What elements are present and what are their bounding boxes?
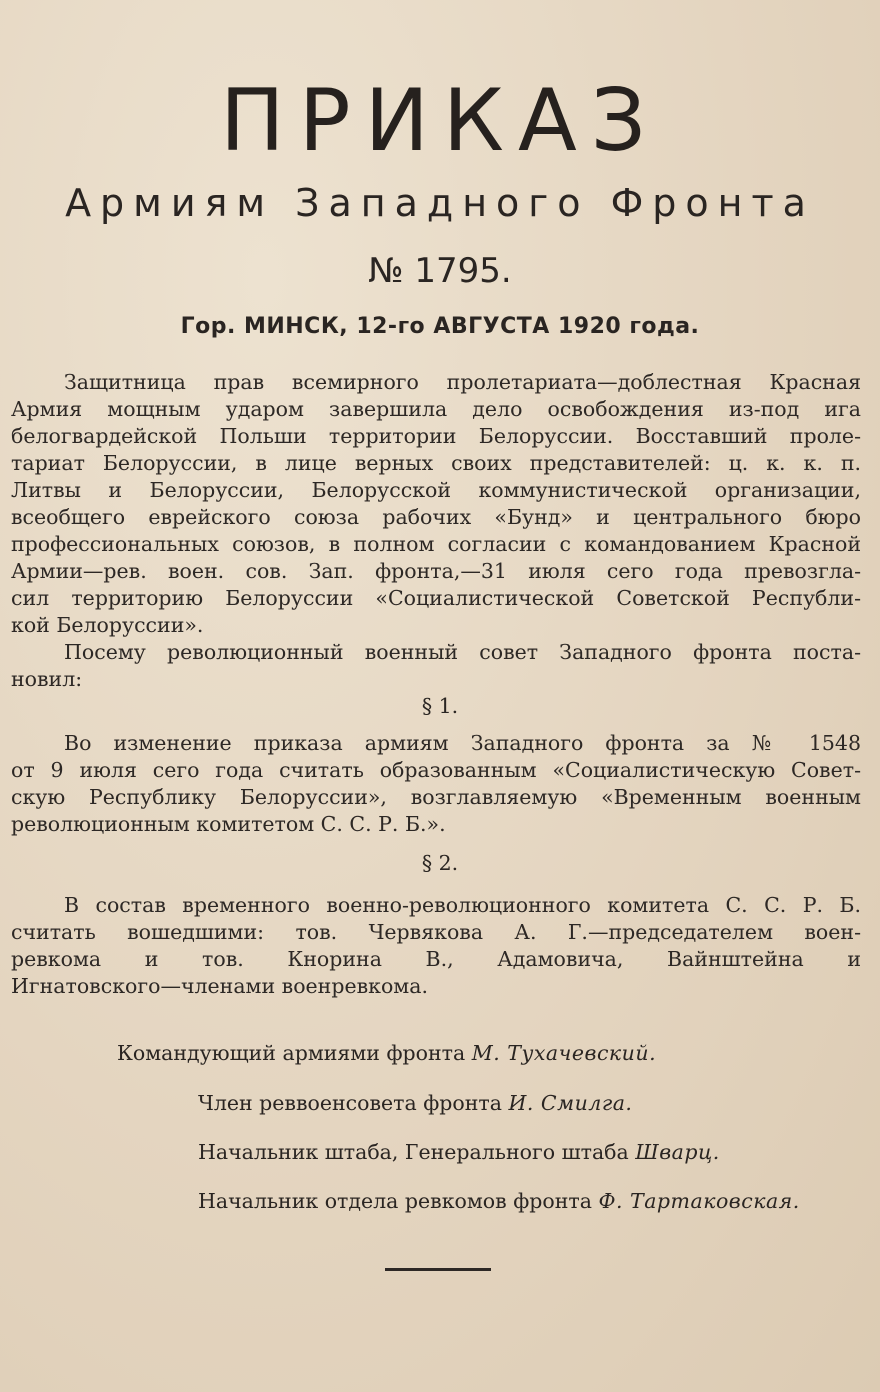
order-number: № 1795.	[368, 251, 512, 291]
body-line: всеобщего еврейского союза рабочих «Бунд» и центрального бюро	[11, 505, 861, 529]
body-line: Во изменение приказа армиям Западного фронта за № 1548	[64, 731, 861, 755]
signature-name: Шварц.	[635, 1140, 720, 1164]
section-heading: § 1.	[421, 694, 459, 718]
body-line: Армии—рев. воен. сов. Зап. фронта,—31 июля сего года превозгла-	[11, 559, 861, 583]
section-heading: § 2.	[421, 851, 459, 875]
body-line: Армия мощным ударом завершила дело освобождения из-под ига	[11, 397, 861, 421]
signature-role: Командующий армиями фронта	[117, 1041, 466, 1065]
signature-role: Начальник отдела ревкомов фронта	[198, 1189, 592, 1213]
body-line: новил:	[11, 667, 83, 691]
signature-role: Член реввоенсовета фронта	[198, 1091, 502, 1115]
document-title: ПРИКАЗ	[220, 71, 660, 171]
signature-chief-of-staff	[198, 1142, 720, 1163]
body-line: белогвардейской Польши территории Белоруссии. Восставший проле-	[11, 424, 861, 448]
place-date: Гор. МИНСК, 12-го АВГУСТА 1920 года.	[180, 314, 700, 339]
signature-name: Ф. Тартаковская.	[598, 1189, 800, 1213]
signature-council-member	[198, 1093, 632, 1114]
signature-revkom-head	[198, 1191, 800, 1212]
body-line: Игнатовского—членами военревкома.	[11, 974, 428, 998]
signature-name: М. Тухачевский.	[471, 1041, 657, 1065]
body-line: ревкома и тов. Кнорина В., Адамовича, Вайнштейна и	[11, 947, 861, 971]
body-line: от 9 июля сего года считать образованным «Социалистическую Совет-	[11, 758, 861, 782]
document-subtitle: Армиям Западного Фронта	[65, 181, 815, 225]
body-line: скую Республику Белоруссии», возглавляемую «Временным военным	[11, 785, 861, 809]
body-line: сил территорию Белоруссии «Социалистической Советской Республи-	[11, 586, 861, 610]
body-line: Защитница прав всемирного пролетариата—доблестная Красная	[64, 370, 861, 394]
body-line: считать вошедшими: тов. Червякова А. Г.—председателем воен-	[11, 920, 861, 944]
body-line: В состав временного военно-революционного комитета С. С. Р. Б.	[64, 893, 861, 917]
body-line: Литвы и Белоруссии, Белорусской коммунистической организации,	[11, 478, 861, 502]
body-line: Посему революционный военный совет Западного фронта поста-	[64, 640, 861, 664]
body-line: революционным комитетом С. С. Р. Б.».	[11, 812, 446, 836]
signature-name: И. Смилга.	[508, 1091, 633, 1115]
closing-rule	[385, 1268, 491, 1271]
body-line: кой Белоруссии».	[11, 613, 204, 637]
signature-role: Начальник штаба, Генерального штаба	[198, 1140, 629, 1164]
body-line: тариат Белоруссии, в лице верных своих представителей: ц. к. к. п.	[11, 451, 861, 475]
body-line: профессиональных союзов, в полном согласии с командованием Красной	[11, 532, 861, 556]
signature-commander	[117, 1043, 656, 1064]
